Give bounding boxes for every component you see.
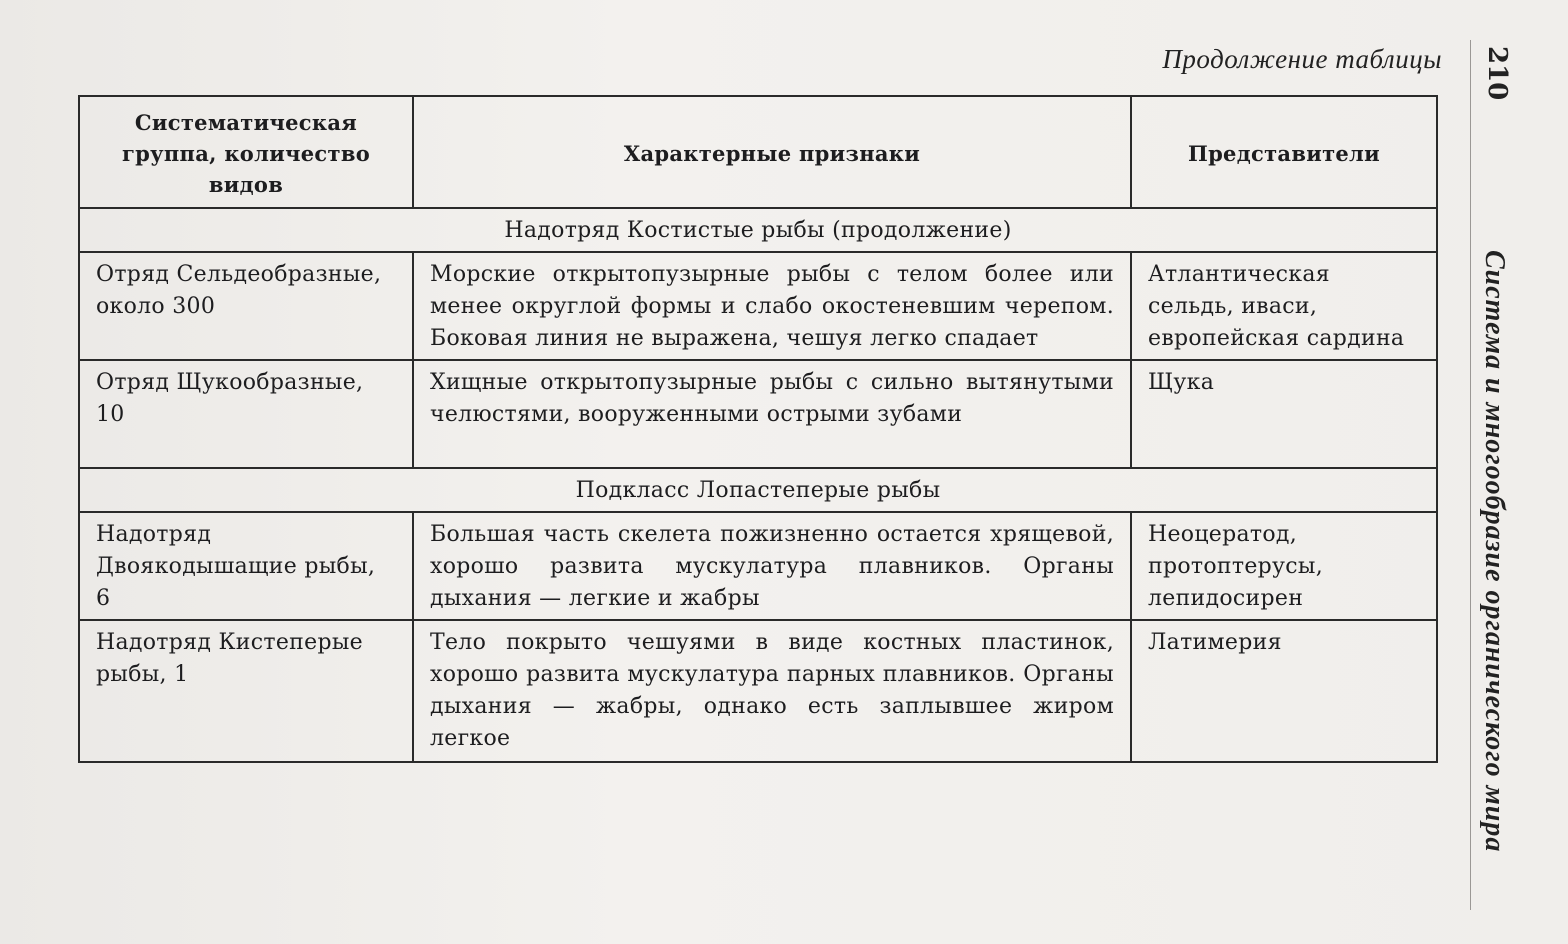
group-cell: Надотряд Кистеперые рыбы, 1 bbox=[79, 620, 413, 762]
group-cell: Надотряд Двоякодышащие рыбы, 6 bbox=[79, 512, 413, 620]
margin-divider bbox=[1470, 40, 1471, 910]
running-head: Система и многообразие органического мира bbox=[1479, 250, 1510, 853]
group-cell: Отряд Щукообразные, 10 bbox=[79, 360, 413, 468]
table-header-row bbox=[79, 96, 1437, 208]
header-representatives: Представители bbox=[1131, 96, 1437, 208]
fish-classification-table bbox=[78, 95, 1438, 763]
representatives-cell: Щука bbox=[1131, 360, 1437, 468]
features-cell: Тело покрыто чешуями в виде костных пластинок, хорошо развита мускулатура парных плавников. Органы дыхания — жабры, однако есть заплывшее жиром легкое bbox=[413, 620, 1131, 762]
table-row bbox=[79, 620, 1437, 762]
table-row bbox=[79, 512, 1437, 620]
representatives-cell: Атлантическая сельдь, иваси, европейская сардина bbox=[1131, 252, 1437, 360]
header-features: Характерные признаки bbox=[413, 96, 1131, 208]
section-title: Надотряд Костистые рыбы (продолжение) bbox=[79, 208, 1437, 252]
page-number: 210 bbox=[1482, 46, 1512, 101]
representatives-cell: Латимерия bbox=[1131, 620, 1437, 762]
table-row bbox=[79, 252, 1437, 360]
section-row bbox=[79, 468, 1437, 512]
section-row bbox=[79, 208, 1437, 252]
header-group: Систематическая группа, количество видов bbox=[79, 96, 413, 208]
features-cell: Морские открытопузырные рыбы с телом более или менее округлой формы и слабо окостеневшим черепом. Боковая линия не выражена, чешуя легко спадает bbox=[413, 252, 1131, 360]
features-cell: Большая часть скелета пожизненно остается хрящевой, хорошо развита мускулатура плавников. Органы дыхания — легкие и жабры bbox=[413, 512, 1131, 620]
section-title: Подкласс Лопастеперые рыбы bbox=[79, 468, 1437, 512]
features-cell: Хищные открытопузырные рыбы с сильно вытянутыми челюстями, вооруженными острыми зубами bbox=[413, 360, 1131, 468]
continuation-label: Продолжение таблицы bbox=[1162, 44, 1442, 74]
group-cell: Отряд Сельдеобразные, около 300 bbox=[79, 252, 413, 360]
table-row bbox=[79, 360, 1437, 468]
representatives-cell: Неоцератод, протоптерусы, лепидосирен bbox=[1131, 512, 1437, 620]
